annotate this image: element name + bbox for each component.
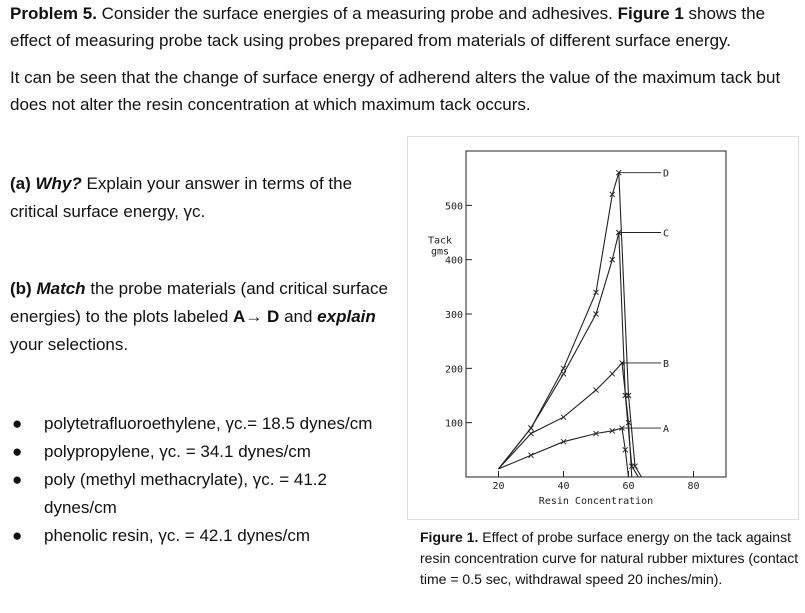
caption-text: Effect of probe surface energy on the tack against resin concentration curve for natural rubber mixtures (contact time = 0.5 sec, withdrawal speed 20 inches/min). — [420, 529, 799, 587]
series-label-b: B — [663, 358, 670, 370]
material-text: phenolic resin, γc. = 42.1 dynes/cm — [44, 526, 310, 545]
part-b-label: (b) — [10, 279, 32, 298]
figure-caption — [420, 527, 800, 590]
series-label-c: C — [663, 228, 670, 240]
intro-text-2: shows the effect of measuring probe tack using probes prepared from materials of different surface energy. — [10, 4, 766, 50]
problem-label: Problem 5. — [10, 4, 97, 23]
figure-reference: Figure 1 — [617, 4, 684, 23]
part-a-label: (a) — [10, 174, 31, 193]
x-tick-label: 80 — [687, 481, 700, 492]
x-axis-label: Resin Concentration — [538, 496, 654, 507]
intro-text-1: Consider the surface energies of a measuring probe and adhesives. — [101, 4, 613, 23]
bullet-dot-icon: ● — [12, 526, 23, 545]
part-b-text-2: and — [284, 307, 313, 326]
bullet-dot-icon: ● — [12, 470, 23, 489]
series-label-d: D — [663, 168, 670, 180]
series-line-d — [499, 173, 642, 477]
x-tick-label: 60 — [622, 481, 635, 492]
observation-paragraph: It can be seen that the change of surface energy of adherend alters the value of the maximum tack but does not alter the resin concentration at which maximum tack occurs. — [10, 68, 781, 114]
material-item — [0, 466, 400, 522]
y-axis-label-line2: gms — [430, 246, 450, 258]
x-tick-label: 40 — [557, 481, 570, 492]
y-axis-label-line1: Tack — [427, 235, 453, 247]
material-text: polytetrafluoroethylene, γc.= 18.5 dynes/cm — [44, 414, 373, 433]
figure-box — [407, 136, 799, 520]
data-point-b — [610, 371, 615, 376]
data-point-b — [561, 415, 566, 420]
y-tick-label: 500 — [444, 201, 463, 213]
part-b-question — [10, 275, 390, 359]
part-b-keyword-explain: explain — [317, 307, 376, 326]
material-text: poly (methyl methacrylate), γc. = 41.2 dynes/cm — [44, 470, 327, 517]
x-tick-label: 20 — [492, 481, 505, 492]
bullet-dot-icon: ● — [12, 414, 23, 433]
y-tick-label: 400 — [444, 255, 463, 267]
series-line-b — [499, 363, 632, 477]
material-list — [0, 410, 400, 550]
y-tick-label: 100 — [444, 418, 463, 430]
material-item — [0, 522, 400, 550]
data-point-b — [529, 431, 534, 436]
caption-label: Figure 1. — [420, 529, 479, 545]
part-b-keyword-match: Match — [36, 279, 86, 298]
part-b-text-3: your selections. — [10, 335, 129, 354]
data-point-c — [529, 426, 534, 431]
part-a-question — [10, 170, 390, 226]
material-text: polypropylene, γc. = 34.1 dynes/cm — [44, 442, 311, 461]
y-tick-label: 300 — [444, 310, 463, 321]
bullet-dot-icon: ● — [12, 442, 23, 461]
part-b-text-1: the probe materials (and critical surface energies) to the plots labeled — [10, 279, 388, 326]
part-a-text: Explain your answer in terms of the critical surface energy, γc. — [10, 174, 353, 221]
series-label-a: A — [663, 424, 670, 436]
series-line-a — [499, 428, 629, 477]
plot-label-range: A→ D — [233, 307, 280, 326]
problem-intro — [10, 0, 800, 54]
y-tick-label: 200 — [444, 364, 463, 376]
material-item — [0, 438, 400, 466]
data-point-b — [594, 388, 599, 393]
data-point-c — [561, 371, 566, 376]
data-point-a — [529, 453, 534, 458]
tack-chart — [408, 137, 798, 519]
material-item — [0, 410, 400, 438]
part-a-keyword: Why? — [35, 174, 82, 193]
